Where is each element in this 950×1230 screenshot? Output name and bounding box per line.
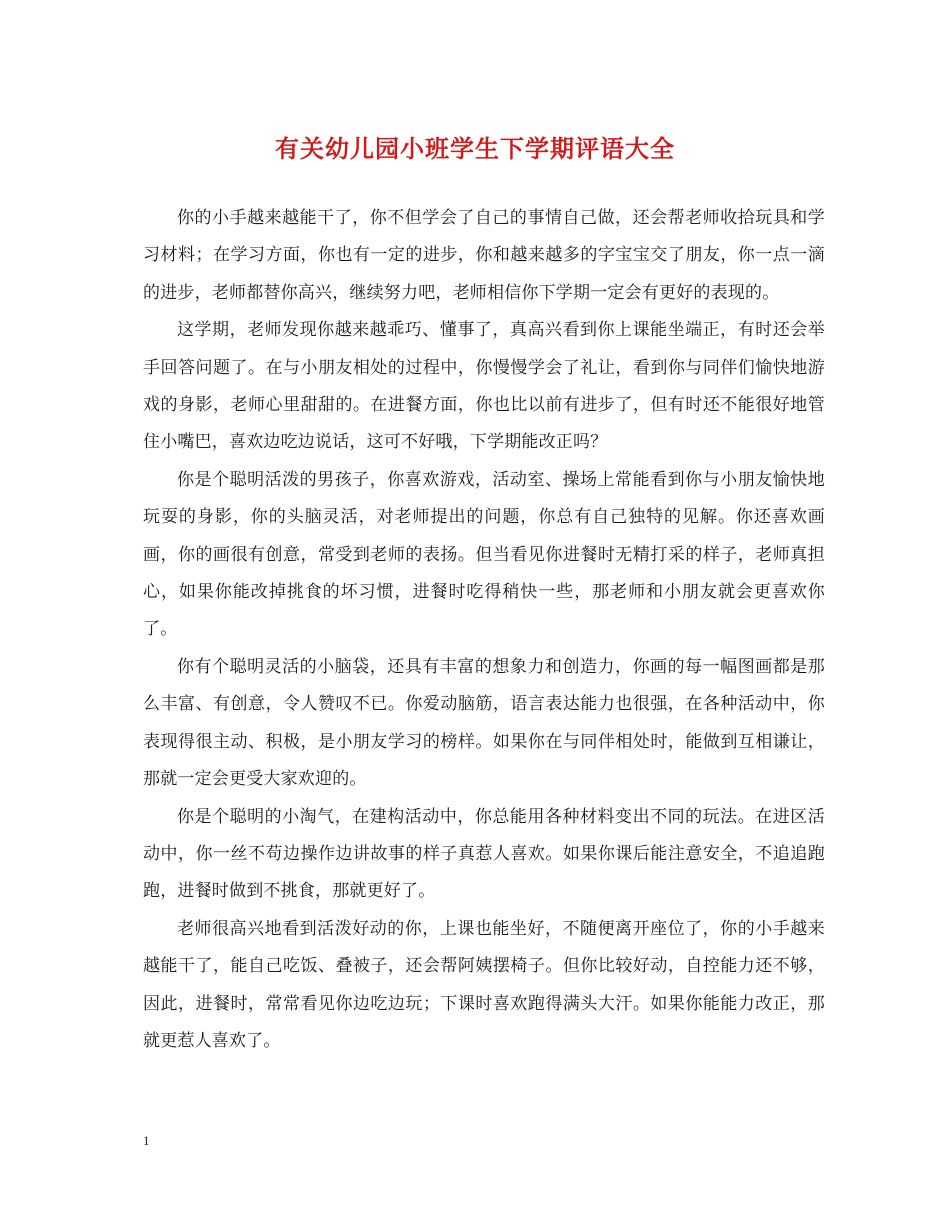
- paragraph-2: 这学期，老师发现你越来越乖巧、懂事了，真高兴看到你上课能坐端正，有时还会举手回答问题了。在与小朋友相处的过程中，你慢慢学会了礼让，看到你与同伴们愉快地游戏的身影，老师心里甜甜的。在进餐方面，你也比以前有进步了，但有时还不能很好地管住小嘴巴，喜欢边吃边说话，这可不好哦，下学期能改正吗？: [143, 320, 825, 453]
- document-body: [143, 200, 825, 1060]
- paragraph-6: 老师很高兴地看到活泼好动的你，上课也能坐好，不随便离开座位了，你的小手越来越能干了，能自己吃饭、叠被子，还会帮阿姨摆椅子。但你比较好动，自控能力还不够，因此，进餐时，常常看见你边吃边玩；下课时喜欢跑得满头大汗。如果你能能力改正，那就更惹人喜欢了。: [143, 918, 825, 1051]
- document-title: 有关幼儿园小班学生下学期评语大全: [275, 134, 675, 163]
- paragraph-1: 你的小手越来越能干了，你不但学会了自己的事情自己做，还会帮老师收拾玩具和学习材料；在学习方面，你也有一定的进步，你和越来越多的字宝宝交了朋友，你一点一滴的进步，老师都替你高兴，继续努力吧，老师相信你下学期一定会有更好的表现的。: [143, 208, 825, 303]
- paragraph-4: 你有个聪明灵活的小脑袋，还具有丰富的想象力和创造力，你画的每一幅图画都是那么丰富、有创意，令人赞叹不已。你爱动脑筋，语言表达能力也很强，在各种活动中，你表现得很主动、积极，是小朋友学习的榜样。如果你在与同伴相处时，能做到互相谦让，那就一定会更受大家欢迎的。: [143, 656, 825, 790]
- page-number: 1: [143, 1133, 150, 1148]
- paragraph-3: 你是个聪明活泼的男孩子，你喜欢游戏，活动室、操场上常能看到你与小朋友愉快地玩耍的身影，你的头脑灵活，对老师提出的问题，你总有自己独特的见解。你还喜欢画画，你的画很有创意，常受到老师的表扬。但当看见你进餐时无精打采的样子，老师真担心，如果你能改掉挑食的坏习惯，进餐时吃得稍快一些，那老师和小朋友就会更喜欢你了。: [143, 469, 825, 640]
- paragraph-5: 你是个聪明的小淘气，在建构活动中，你总能用各种材料变出不同的玩法。在进区活动中，你一丝不苟边操作边讲故事的样子真惹人喜欢。如果你课后能注意安全，不追追跑跑，进餐时做到不挑食，那就更好了。: [143, 806, 825, 902]
